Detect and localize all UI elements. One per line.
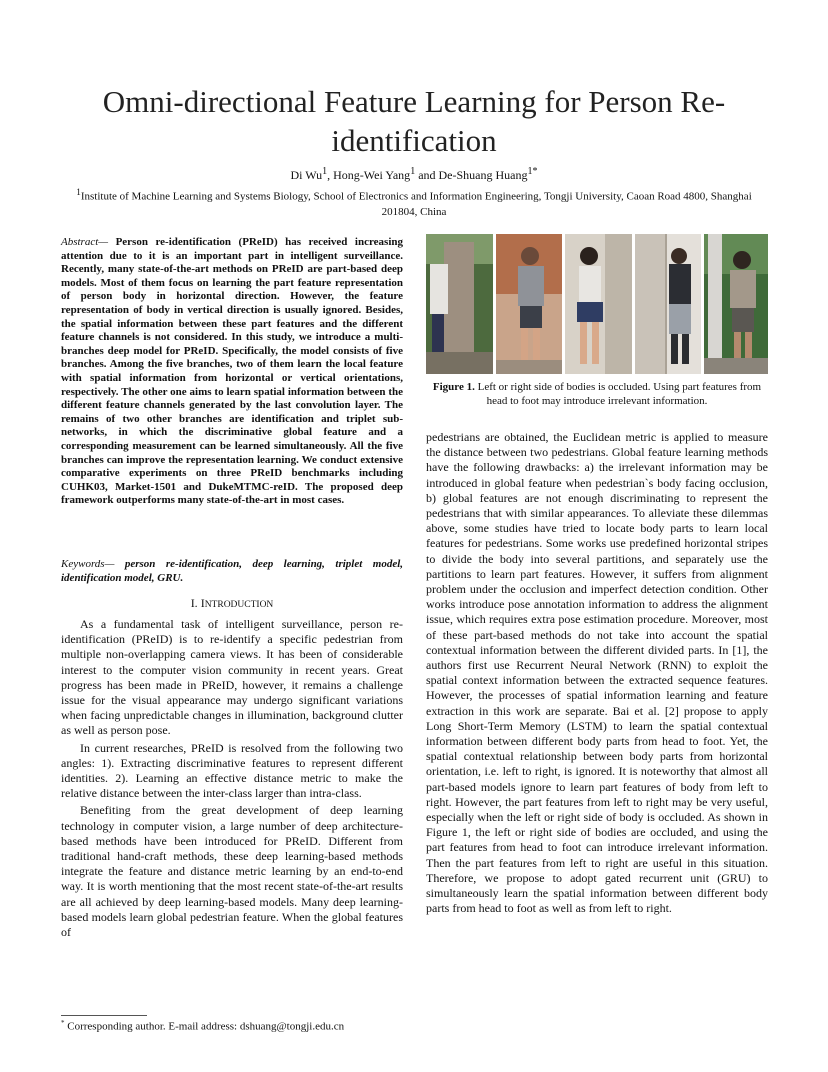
author-name: De-Shuang Huang [438,168,528,182]
keywords [61,558,403,585]
pedestrian-photo [426,234,493,374]
author-affiliation-mark: 1 [410,166,416,177]
section-initial: I [200,596,205,610]
photo-pedestrian-icon [635,234,701,374]
footnote [61,1019,344,1033]
figure-caption-text: Left or right side of bodies is occluded. Using part features from head to foot may introduce irrelevant information. [477,381,762,407]
photo-pedestrian-icon [496,234,562,374]
author-name: Di Wu [290,168,323,182]
affiliation-mark: 1 [76,187,81,197]
footnote-text: Corresponding author. E-mail address: dshuang@tongji.edu.cn [67,1020,345,1033]
pedestrian-photo [704,234,768,374]
keywords-label: Keywords— [61,558,115,570]
intro-paragraph: Benefiting from the great development of deep learning technology in computer vision, a large number of deep architecture-based methods have been introduced for PReID. Different from traditional hand-craft methods, these deep learning-based methods integrate the feature and distance metric learning by an end-to-end way. It is worth mentioning that the most recent state-of-the-art results are all achieved by deep learning-based models. Many deep learning-based models learn global pedestrian feature. When the global features of [61,803,403,940]
affiliation [58,185,770,220]
author-name: Hong-Wei Yang [333,168,411,182]
right-column-body [426,430,768,917]
section-heading [61,596,403,611]
figure-label: Figure 1. [432,381,475,393]
abstract-text: Person re-identification (PReID) has received increasing attention due to it is an important part in intelligent surveillance. Recently, many state-of-the-art methods on PReID are part-based deep models. Most of them focus on learning the part feature representation of person body in horizontal direction. However, the feature representation of body in vertical direction is usually ignored. Besides, the spatial information between these part features and the different feature channels is not considered. In this study, we introduce a multi-branches deep model for PReID. Specifically, the model consists of five branches. Among the five branches, two of them learn the local feature with spatial information from horizontal or vertical orientations, respectively. The other one aims to learn spatial information between the different feature channels generated by the last convolution layer. The remains of two other branches are identification and triplet sub-networks, in which the discriminative global feature and a corresponding measurement can be learned simultaneously. All the five branches can improve the representation learning. We conduct extensive comparative experiments on three PReID benchmarks including CUHK03, Market-1501 and DukeMTMC-reID. The proposed deep framework outperforms many state-of-the-art in most cases. [61,236,404,507]
intro-paragraph: In current researches, PReID is resolved from the following two angles: 1). Extracting discriminative features to represent different identities. 2). Learning an effective distance metric to make the relative distance between the inter-class larger than intra-class. [61,740,403,801]
paper-title: Omni-directional Feature Learning for Person Re-identification [102,84,726,158]
photo-occluded-by-tree-icon [426,234,493,374]
author-affiliation-mark: 1 [322,166,328,177]
pedestrian-photo [565,234,632,374]
author-affiliation-mark: 1* [527,166,538,177]
section-title: NTRODUCTION [204,600,274,610]
author-list [60,166,768,183]
author-separator: and [415,168,439,182]
pedestrian-photo [496,234,562,374]
keywords-text: person re-identification, deep learning, triplet model, identification model, GRU. [61,558,404,584]
footnote-mark: * [61,1019,65,1027]
abstract [61,236,403,508]
footnote-rule [61,1015,147,1016]
abstract-label: Abstract— [61,236,109,248]
intro-paragraph: As a fundamental task of intelligent surveillance, person re-identification (PReID) is to re-identify a specific pedestrian from multiple non-overlapping camera views. It has been of considerable interest to the computer vision community in recent years. Great progress has been made in PReID, however, it remains a challenge issue for the visual appearance may undergo significant variations when facing unpredictable changes in illumination, background clutter as well as person pose. [61,617,403,738]
pedestrian-photo [635,234,701,374]
body-paragraph: pedestrians are obtained, the Euclidean metric is applied to measure the distance between two pedestrians. Global feature learning methods have the following drawbacks: a) the irrelevant information may be introduced in global feature when pedestrian`s body facing occlusion, b) global features are not enough discriminating to represent the pedestrians that with similar appearances. To alleviate these dilemmas above, some studies have tried to locate body parts to learn local features for pedestrians. Some works use predefined horizontal stripes to divide the body into several partitions, and separately use the partitions to learn part features. However, it suffers from alignment problem under the occlusion and imperfect detection condition. Other works introduce pose annotation information to address the alignment issue, which requires extra pose estimation procedure. Moreover, most of these part-based methods do not take into account the spatial contextual information between the different divided parts. In [1], the authors first use Recurrent Neural Network (RNN) to exploit the spatial context information between the extracted sequence features. However, the processes of spatial information learning and feature extraction in this work are separate. Bai et al. [2] propose to apply Long Short-Term Memory (LSTM) to learn the spatial contextual information between different body parts from head to foot. Yet, the spatial contextual relationship between body parts from horizontal orientation, i.e. left to right, is ignored. It is noteworthy that almost all part-based models ignore to learn part features of body from left to right. However, the part features from left to right may be very useful, especially when the left or right side of body is occluded. As shown in Figure 1, the left or right side of bodies are occluded, and using the part features from head to foot can introduce irrelevant information. Then the part features from left to right are useful in this situation. Therefore, we propose to adopt gated recurrent unit (GRU) to simultaneously learn the spatial information between different body parts from head to foot as well as from left to right. [426,430,768,916]
photo-pedestrian-icon [565,234,632,374]
figure-occluded-pedestrians [426,234,768,374]
photo-occluded-by-pole-icon [704,234,768,374]
affiliation-text: Institute of Machine Learning and Systems Biology, School of Electronics and Information Engineering, Tongji University, Caoan Road 4800, Shanghai 201804, China [80,190,752,218]
section-number: I. [190,596,198,610]
introduction-body [61,617,403,942]
figure-caption [426,381,768,408]
author-separator: , [327,168,334,182]
